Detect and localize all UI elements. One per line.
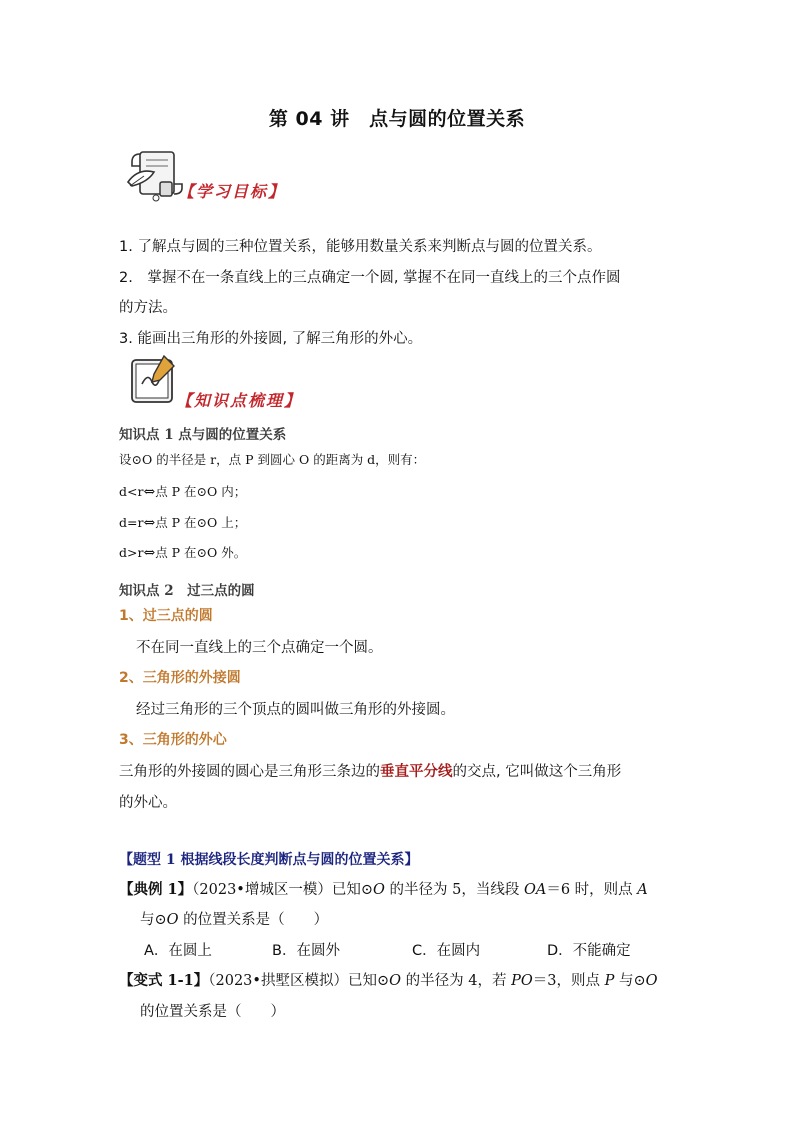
example-question: 【典例 1】（2023•增城区一模）已知⊙O 的半径为 5，当线段 OA＝6 时，则点 A	[119, 881, 648, 898]
kp1-rule: d=r⇔点 P 在⊙O 上；	[119, 515, 247, 531]
kp2-section-text: 不在同一直线上的三个点确定一个圆。	[136, 640, 383, 656]
notepad-pen-icon	[126, 354, 182, 408]
kp2-section-text: 的外心。	[119, 795, 177, 811]
kp2-section-heading: 3、三角形的外心	[119, 732, 227, 748]
kp1-heading: 知识点 1 点与圆的位置关系	[119, 427, 287, 443]
kp1-rule: d>r⇔点 P 在⊙O 外。	[119, 545, 247, 561]
goal-item: 1. 了解点与圆的三种位置关系，能够用数量关系来判断点与圆的位置关系。	[119, 239, 602, 255]
question-type-heading: 【题型 1 根据线段长度判断点与圆的位置关系】	[119, 852, 419, 868]
highlight-term: 垂直平分线	[380, 764, 453, 780]
kp1-rule: d<r⇔点 P 在⊙O 内；	[119, 484, 247, 500]
goal-item: 2. 掌握不在一条直线上的三点确定一个圆, 掌握不在同一直线上的三个点作圆	[119, 270, 621, 286]
kp1-intro: 设⊙O 的半径是 r，点 P 到圆心 O 的距离为 d，则有：	[119, 452, 426, 467]
goal-item: 3. 能画出三角形的外接圆, 了解三角形的外心。	[119, 331, 423, 347]
knowledge-banner: 【知识点梳理】	[176, 391, 303, 410]
option-d[interactable]: D．不能确定	[547, 943, 631, 959]
kp2-section-heading: 1、过三点的圆	[119, 608, 213, 624]
goal-item: 的方法。	[119, 300, 177, 316]
page-title: 第 04 讲 点与圆的位置关系	[268, 108, 526, 130]
variant-question: 【变式 1-1】（2023•拱墅区模拟）已知⊙O 的半径为 4，若 PO＝3，则点 P 与⊙O	[119, 972, 658, 989]
kp2-section-heading: 2、三角形的外接圆	[119, 670, 241, 686]
kp2-heading: 知识点 2 过三点的圆	[119, 583, 255, 599]
option-a[interactable]: A．在圆上	[144, 943, 212, 959]
kp2-section-text: 三角形的外接圆的圆心是三角形三条边的垂直平分线的交点, 它叫做这个三角形	[119, 764, 622, 780]
example-question-line2: 与⊙O 的位置关系是（ ）	[140, 912, 329, 928]
option-c[interactable]: C．在圆内	[412, 943, 481, 959]
scroll-quill-icon	[124, 148, 184, 204]
learning-goals-banner: 【学习目标】	[178, 182, 287, 201]
kp2-section-text: 经过三角形的三个顶点的圆叫做三角形的外接圆。	[136, 702, 455, 718]
variant-question-line2: 的位置关系是（ ）	[140, 1004, 285, 1020]
option-b[interactable]: B．在圆外	[272, 943, 340, 959]
